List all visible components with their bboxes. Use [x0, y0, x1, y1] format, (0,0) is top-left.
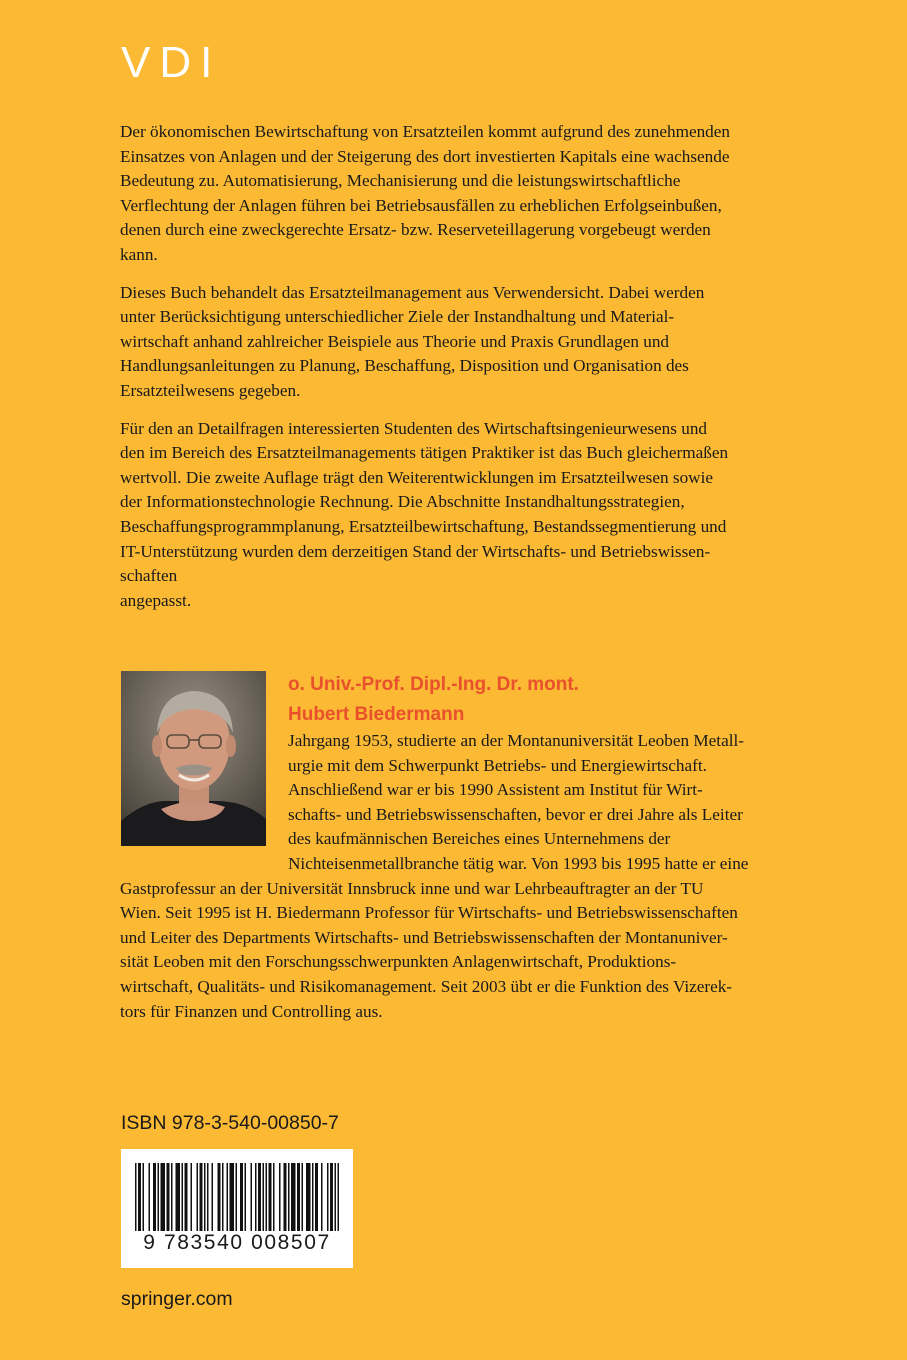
barcode-bar: [218, 1163, 221, 1231]
barcode-bar: [185, 1163, 188, 1231]
barcode-bar: [321, 1163, 323, 1231]
barcode-bar: [149, 1163, 151, 1231]
author-bio: [120, 729, 790, 1024]
barcode-bar: [335, 1163, 337, 1231]
text-line: Ersatzteilwesens gegeben.: [120, 380, 301, 400]
barcode-bar: [245, 1163, 247, 1231]
bio-line: Jahrgang 1953, studierte an der Montanuniversität Leoben Metall-: [288, 731, 744, 750]
text-line: Verflechtung der Anlagen führen bei Betriebsausfällen zu erheblichen Erfolgseinbußen,: [120, 195, 722, 215]
barcode-bar: [143, 1163, 145, 1231]
author-name: Hubert Biedermann: [288, 704, 465, 725]
barcode-bar: [297, 1163, 300, 1231]
barcode-bar: [135, 1163, 137, 1231]
barcode-bar: [338, 1163, 340, 1231]
barcode-bar: [312, 1163, 314, 1231]
barcode-bar: [263, 1163, 265, 1231]
barcode-bar: [266, 1163, 268, 1231]
barcode-bar: [161, 1163, 166, 1231]
barcode-bar: [269, 1163, 272, 1231]
text-line: Der ökonomischen Bewirtschaftung von Ersatzteilen kommt aufgrund des zunehmenden: [120, 122, 730, 141]
barcode-bar: [212, 1163, 214, 1231]
text-line: der Informationstechnologie Rechnung. Die Abschnitte Instandhaltungsstrategien,: [120, 492, 685, 512]
text-line: Bedeutung zu. Automatisierung, Mechanisierung und die leistungswirtschaftliche: [120, 171, 681, 191]
text-line: Einsatzes von Anlagen und der Steigerung des dort investierten Kapitals eine wachsende: [120, 146, 730, 166]
description-paragraph-1: [120, 120, 790, 268]
barcode-bar: [182, 1163, 184, 1231]
text-line: angepasst.: [120, 590, 192, 610]
barcode-bar: [200, 1163, 203, 1231]
barcode-bar: [240, 1163, 243, 1231]
barcode-bar: [330, 1163, 333, 1231]
barcode-bar: [204, 1163, 206, 1231]
bio-line: Nichteisenmetallbranche tätig war. Von 1993 bis 1995 hatte er eine: [288, 853, 749, 873]
publisher-logo: VDI: [121, 38, 222, 87]
text-line: wirtschaft anhand zahlreicher Beispiele aus Theorie und Praxis Grundlagen und: [120, 331, 670, 351]
barcode-bar: [158, 1163, 160, 1231]
text-line: Handlungsanleitungen zu Planung, Beschaffung, Disposition und Organisation des: [120, 356, 689, 376]
barcode-bar: [197, 1163, 199, 1231]
text-line: schaften: [120, 566, 178, 586]
barcode-bar: [327, 1163, 329, 1231]
text-line: Beschaffungsprogrammplanung, Ersatzteilbewirtschaftung, Bestandssegmentierung und: [120, 516, 727, 536]
author-degree: o. Univ.-Prof. Dipl.-Ing. Dr. mont.: [288, 674, 579, 695]
text-line: den im Bereich des Ersatzteilmanagements tätigen Praktiker ist das Buch gleichermaßen: [120, 443, 729, 463]
bio-line: des kaufmännischen Bereiches eines Unternehmens der: [288, 829, 671, 849]
barcode-bar: [236, 1163, 238, 1231]
barcode-bar: [230, 1163, 235, 1231]
barcode: [121, 1149, 353, 1268]
publisher-website: springer.com: [121, 1288, 233, 1310]
book-description: [120, 120, 790, 626]
barcode-bar: [222, 1163, 224, 1231]
barcode-bar: [138, 1163, 141, 1231]
bio-line: sität Leoben mit den Forschungsschwerpunkten Anlagenwirtschaft, Produktions-: [120, 952, 677, 972]
barcode-bar: [176, 1163, 181, 1231]
text-line: wertvoll. Die zweite Auflage trägt den Weiterentwicklungen im Ersatzteilwesen sowie: [120, 467, 713, 487]
description-paragraph-3: [120, 417, 790, 614]
barcode-bar: [291, 1163, 296, 1231]
barcode-bar: [153, 1163, 156, 1231]
barcode-bar: [191, 1163, 193, 1231]
barcode-bar: [306, 1163, 311, 1231]
bio-line: Anschließend war er bis 1990 Assistent am Institut für Wirt-: [288, 780, 703, 800]
barcode-bar: [207, 1163, 209, 1231]
bio-line: tors für Finanzen und Controlling aus.: [120, 1001, 383, 1021]
barcode-bar: [255, 1163, 257, 1231]
bio-line: schafts- und Betriebswissenschaften, bevor er drei Jahre als Leiter: [288, 804, 743, 824]
description-paragraph-2: [120, 281, 790, 404]
bio-line: Wien. Seit 1995 ist H. Biedermann Professor für Wirtschafts- und Betriebswissenschaften: [120, 903, 738, 923]
isbn-number: ISBN 978-3-540-00850-7: [121, 1112, 339, 1134]
barcode-bar: [171, 1163, 173, 1231]
text-line: denen durch eine zweckgerechte Ersatz- bzw. Reserveteillagerung vorgebeugt werden: [120, 220, 711, 240]
bio-line: wirtschaft, Qualitäts- und Risikomanagement. Seit 2003 übt er die Funktion des Vizerek-: [120, 976, 733, 996]
bio-line: und Leiter des Departments Wirtschafts- und Betriebswissenschaften der Montanuniver-: [120, 927, 728, 947]
barcode-bar: [273, 1163, 275, 1231]
text-line: IT-Unterstützung wurden dem derzeitigen Stand der Wirtschafts- und Betriebswissen-: [120, 541, 711, 561]
barcode-bar: [251, 1163, 253, 1231]
barcode-bar: [288, 1163, 290, 1231]
author-name-heading: [288, 670, 579, 730]
barcode-bar: [167, 1163, 170, 1231]
barcode-bar: [227, 1163, 229, 1231]
barcode-bar: [258, 1163, 261, 1231]
barcode-bar: [279, 1163, 281, 1231]
barcode-digits: 9 783540 008507: [143, 1231, 331, 1254]
barcode-bar: [302, 1163, 304, 1231]
text-line: unter Berücksichtigung unterschiedlicher Ziele der Instandhaltung und Material-: [120, 307, 675, 327]
text-line: Für den an Detailfragen interessierten Studenten des Wirtschaftsingenieurwesens und: [120, 418, 708, 438]
bio-line: Gastprofessur an der Universität Innsbruck inne und war Lehrbeauftragter an der TU: [120, 878, 704, 898]
barcode-bar: [315, 1163, 318, 1231]
text-line: Dieses Buch behandelt das Ersatzteilmanagement aus Verwendersicht. Dabei werden: [120, 282, 705, 302]
barcode-bar: [284, 1163, 287, 1231]
text-line: kann.: [120, 244, 158, 264]
bio-line: urgie mit dem Schwerpunkt Betriebs- und Energiewirtschaft.: [288, 755, 707, 775]
